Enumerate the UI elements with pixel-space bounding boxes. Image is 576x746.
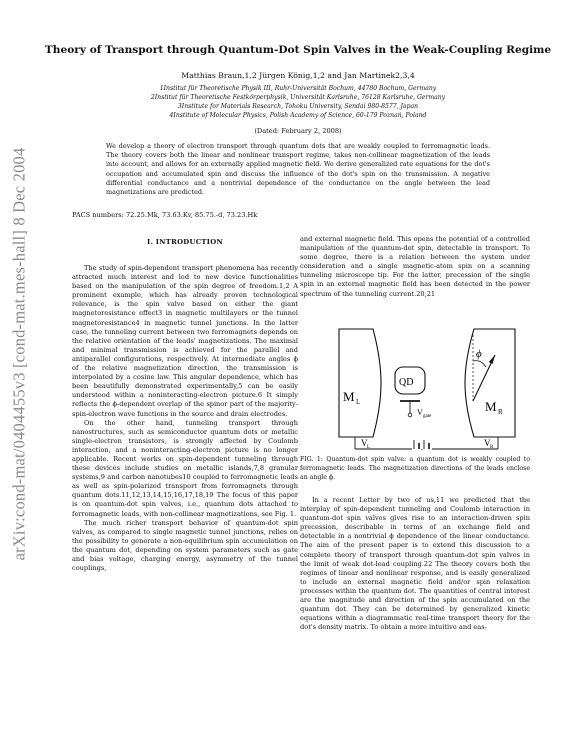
paragraph: The study of spin-dependent transport phenomena has recently attracted much interest and led to new device functionalities based on the manipulation of the spin degree of freedom.1,2 A prominent example, which has already proven technological relevance, is the spin valve based on either the giant magnetoresistance effect3 in magnetic multilayers or the tunnel magnetoresistance4 in magnetic tunnel junctions. In the latter case, the tunneling current between two ferromagnets depends on the relative orientation of the leads' magnetizations. The maximal and minimal transmission is achieved for the parallel and antiparallel configurations, respectively. At intermediate angles ϕ of the relative magnetization direction, the transmission is interpolated by a cosine law. This angular dependence, which has been beautifully demonstrated experimentally,5 can be easily understood within a noninteracting-electron picture.6 It simply reflects the ϕ-dependent overlap of the spinor part of the majority-spin-electron wave functions in the source and drain electrodes. xyxy=(72,264,298,418)
right-magnet-sub: R xyxy=(498,408,503,416)
circuit xyxy=(355,437,498,450)
left-magnet-sub: L xyxy=(356,398,361,406)
paragraph: On the other hand, tunneling transport through nanostructures, such as semiconductor quantum dots or metallic single-electron transistors, is strongly affected by Coulomb interaction, and a noninteracting-electron picture is no longer applicable. Recent works on spin-dependent tunneling through these devices include studies on metallic islands,7,8 granular systems,9 and carbon nanotubes10 coupled to ferromagnetic leads as well as spin-polarized transport from ferromagnets through quantum dots.11,12,13,14,15,16,17,18,19 The focus of this paper is on quantum-dot spin valves, i.e., quantum dots attached to ferromagnetic leads, with non-collinear magnetizations, see Fig. 1. xyxy=(72,418,298,518)
gate-label: V xyxy=(417,408,423,417)
paragraph: In a recent Letter by two of us,11 we predicted that the interplay of spin-dependent tunneling and Coulomb interaction in quantum-dot spin valves gives rise to an interaction-driven spin precession, describable in terms of an exchange field and detectable in a nontrivial ϕ dependence of the linear conductance. The aim of the present paper is to extend this discussion to a complete theory of transport through quantum-dot spin valves in the limit of weak dot-lead coupling.22 The theory covers both the regimes of linear and nonlinear response, and is easily generalized to include an external magnetic field and/or spin relaxation processes within the quantum dot. The quantities of central interest are the magnitude and direction of the spin accumulated on the quantum dot. They can be determined by generalized kinetic equations within a diagrammatic real-time transport theory for the dot's density matrix. To obtain a more intuitive and eas- xyxy=(300,496,530,632)
authors: Matthias Braun,1,2 Jürgen König,1,2 and Jan Martinek2,3,4 xyxy=(181,71,415,80)
dot-label: QD xyxy=(399,377,414,388)
left-lead xyxy=(339,329,381,437)
angle-label: ϕ xyxy=(476,348,482,360)
figure-1 xyxy=(333,315,521,450)
vl-sub: L xyxy=(367,445,371,450)
date-line: (Dated: February 2, 2008) xyxy=(254,127,342,135)
figure-caption: FIG. 1: Quantum-dot spin valve: a quantum dot is weakly coupled to ferromagnetic leads. The magnetization directions of the leads enclose an angle ϕ. xyxy=(300,456,530,481)
section-heading: I. INTRODUCTION xyxy=(146,238,224,246)
vr-sub: R xyxy=(490,445,494,450)
pacs-numbers: PACS numbers: 72.25.Mk, 73.63.Kv, 85.75.-d, 73.23.Hk xyxy=(72,211,258,219)
column-right-top xyxy=(300,235,530,299)
left-magnet-label: M xyxy=(343,389,355,404)
gate-sub: gate xyxy=(423,414,432,419)
affiliation-2: 2Institut für Theoretische Festkörperphysik, Universität Karlsruhe, 76128 Karlsruhe, Germany xyxy=(150,94,446,101)
right-lead xyxy=(465,329,515,437)
affiliation-1: 1Institut für Theoretische Physik III, Ruhr-Universität Bochum, 44780 Bochum, Germany xyxy=(159,85,437,92)
abstract: We develop a theory of electron transport through quantum dots that are weakly coupled to ferromagnetic leads. The theory covers both the linear and nonlinear transport regime, takes non-collinear magnetization of the leads into account, and allows for an externally applied magnetic field. We derive generalized rate equations for the dot's occupation and accumulated spin and discuss the influence of the dot's spin on the transmission. A negative differential conductance and a nontrivial dependence of the conductance on the angle between the lead magnetizations are predicted. xyxy=(106,142,490,197)
column-right-bottom xyxy=(300,496,530,632)
angle-arc xyxy=(473,361,486,367)
vr-label: V xyxy=(484,438,491,448)
paragraph: and external magnetic field. This opens the potential of a controlled manipulation of the quantum-dot spin, detectable in transport. To some degree, there is a relation between the system under consideration and a single magnetic-atom spin on a scanning tunneling microscope tip. For the latter, precession of the single spin in an external magnetic field has been detected in the power spectrum of the tunneling current.20,21 xyxy=(300,235,530,298)
arrow-head-icon xyxy=(489,355,495,364)
affiliation-3: 3Institute for Materials Research, Tohoku University, Sendai 980-8577, Japan xyxy=(177,103,419,110)
column-left xyxy=(72,264,298,573)
paper-title: Theory of Transport through Quantum-Dot Spin Valves in the Weak-Coupling Regime xyxy=(44,44,552,56)
right-magnet-label: M xyxy=(485,399,497,414)
vl-label: V xyxy=(361,438,368,448)
affiliation-4: 4Institute of Molecular Physics, Polish Academy of Science, 60-179 Poznań, Poland xyxy=(169,112,427,119)
arxiv-stamp: arXiv:cond-mat/0404455v3 [cond-mat.mes-hall] 8 Dec 2004 xyxy=(9,147,29,561)
paragraph: The much richer transport behavior of quantum-dot spin valves, as compared to single magnetic tunnel junctions, relies on the possibility to generate a non-equilibrium spin accumulation on the quantum dot, depending on system parameters such as gate and bias voltage, charging energy, asymmetry of the tunnel couplings, xyxy=(72,518,298,573)
